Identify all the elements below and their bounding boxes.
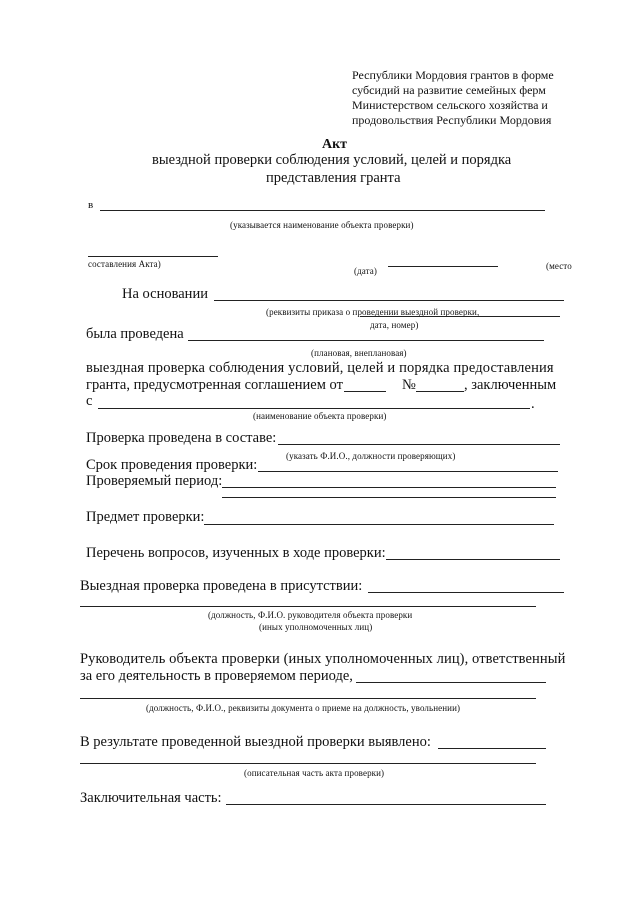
para1-object-line [98, 408, 530, 409]
place-caption: (место [546, 261, 572, 271]
para1-line-2a: гранта, предусмотренная соглашением от [86, 377, 343, 393]
para1-line-1: выездная проверка соблюдения условий, целей и порядка предоставления [86, 360, 554, 376]
conducted-label: была проведена [86, 326, 184, 342]
header-line: Министерством сельского хозяйства и [352, 98, 548, 112]
questions-field-line [386, 559, 560, 560]
presence-field-line [368, 592, 564, 593]
composition-label: Проверка проведена в составе: [86, 430, 277, 446]
act-place-line [88, 256, 218, 257]
result-caption: (описательная часть акта проверки) [244, 768, 385, 778]
result-field-line-2 [80, 763, 536, 764]
para1-end: . [531, 396, 535, 412]
term-label: Срок проведения проверки: [86, 457, 258, 473]
head-field-line [356, 682, 546, 683]
composition-caption: (указать Ф.И.О., должности проверяющих) [286, 451, 456, 461]
head-field-line-2 [80, 698, 536, 699]
presence-label: Выездная проверка проведена в присутствии: [80, 578, 363, 594]
title-line-1: выездной проверки соблюдения условий, целей и порядка [152, 152, 512, 168]
result-field-line [438, 748, 546, 749]
final-label: Заключительная часть: [80, 790, 222, 806]
head-line-2: за его деятельность в проверяемом периоде, [80, 668, 353, 684]
period-label: Проверяемый период: [86, 473, 223, 489]
object-prefix: в [88, 199, 94, 211]
object-caption: (указывается наименование объекта проверки) [230, 220, 414, 230]
para1-c: с [86, 393, 93, 409]
period-field-line-2 [222, 497, 556, 498]
agreement-number-line [416, 391, 464, 392]
agreement-number-sign: № [402, 377, 416, 393]
object-field-line [100, 210, 545, 211]
period-field-line [222, 487, 556, 488]
basis-caption-2: дата, номер) [370, 320, 419, 330]
subject-label: Предмет проверки: [86, 509, 205, 525]
composition-field-line [278, 444, 560, 445]
conducted-caption: (плановая, внеплановая) [311, 348, 407, 358]
para1-caption: (наименование объекта проверки) [253, 411, 387, 421]
conducted-field-line [188, 340, 544, 341]
presence-caption-1: (должность, Ф.И.О. руководителя объекта проверки [208, 610, 413, 620]
basis-label: На основании [122, 286, 208, 302]
para1-line-2b: , заключенным [464, 377, 557, 393]
agreement-date-line [344, 391, 386, 392]
final-field-line [226, 804, 546, 805]
date-caption: (дата) [354, 266, 377, 276]
basis-caption-1: (реквизиты приказа о проведении выездной проверки, [266, 307, 480, 317]
subject-field-line [204, 524, 554, 525]
presence-caption-2: (иных уполномоченных лиц) [259, 622, 373, 632]
basis-field-line-2 [360, 316, 560, 317]
term-field-line [258, 471, 558, 472]
presence-field-line-2 [80, 606, 536, 607]
header-line: субсидий на развитие семейных ферм [352, 83, 546, 97]
document-title: Акт [322, 137, 348, 152]
date-line [388, 266, 498, 267]
act-place-caption: составления Акта) [88, 259, 161, 269]
title-line-2: представления гранта [266, 170, 401, 186]
document-header [352, 68, 554, 128]
head-line-1: Руководитель объекта проверки (иных уполномоченных лиц), ответственный [80, 651, 566, 667]
questions-label: Перечень вопросов, изученных в ходе проверки: [86, 545, 386, 561]
header-line: продовольствия Республики Мордовия [352, 113, 552, 127]
result-label: В результате проведенной выездной проверки выявлено: [80, 734, 431, 750]
head-caption: (должность, Ф.И.О., реквизиты документа о приеме на должность, увольнении) [146, 703, 461, 713]
basis-field-line [214, 300, 564, 301]
header-line: Республики Мордовия грантов в форме [352, 68, 554, 82]
